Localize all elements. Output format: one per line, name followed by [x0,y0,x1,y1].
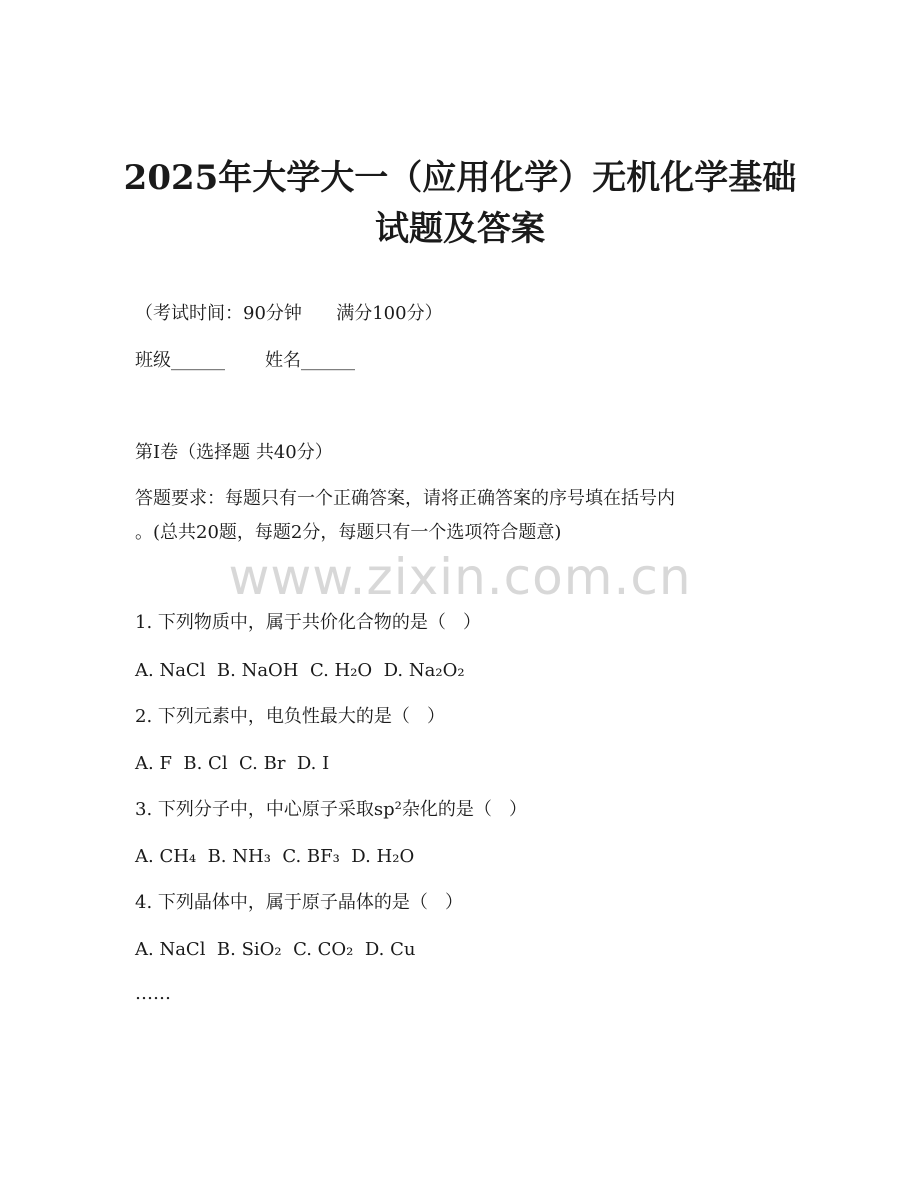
watermark: www.zixin.com.cn [228,548,692,606]
question-2-options: A. F B. Cl C. Br D. I [135,753,330,774]
document-title-line-1: 2025年大学大一（应用化学）无机化学基础 [123,158,797,198]
class-name-fields: 班级______ 姓名______ [135,350,356,371]
exam-time-score: （考试时间：90分钟 满分100分） [135,303,443,324]
question-4-stem: 4. 下列晶体中，属于原子晶体的是（ ） [135,892,464,913]
section-heading: 第I卷（选择题 共40分） [135,442,333,463]
question-3-stem: 3. 下列分子中，中心原子采取sp²杂化的是（ ） [135,799,528,820]
question-1-stem: 1. 下列物质中，属于共价化合物的是（ ） [135,612,482,633]
question-1-options: A. NaCl B. NaOH C. H₂O D. Na₂O₂ [135,660,465,681]
instructions-line-2: 。(总共20题，每题2分，每题只有一个选项符合题意) [135,522,562,543]
question-3-options: A. CH₄ B. NH₃ C. BF₃ D. H₂O [135,846,415,867]
document-title-line-2: 试题及答案 [375,209,545,249]
question-2-stem: 2. 下列元素中，电负性最大的是（ ） [135,706,446,727]
question-4-options: A. NaCl B. SiO₂ C. CO₂ D. Cu [135,939,416,960]
instructions-line-1: 答题要求：每题只有一个正确答案，请将正确答案的序号填在括号内 [135,488,675,509]
continuation-ellipsis: …… [135,983,171,1004]
